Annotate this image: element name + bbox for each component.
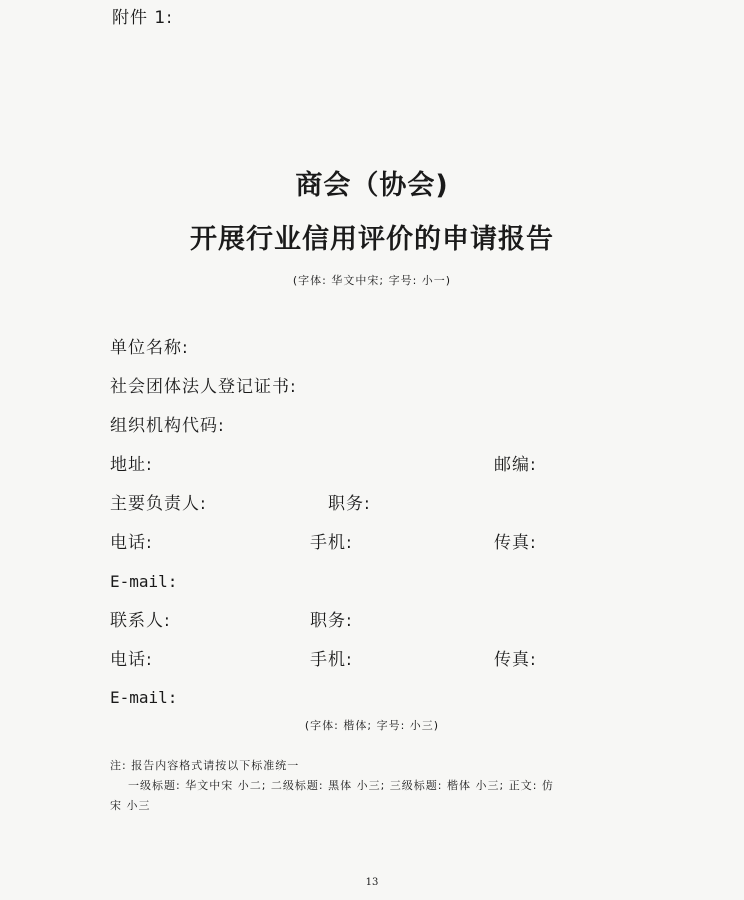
fields-font-note: (字体: 楷体; 字号: 小三) [304, 719, 440, 732]
title-font-note: (字体: 华文中宋; 字号: 小一) [292, 274, 452, 287]
field-contact-phone: 电话: [110, 650, 153, 670]
field-principal: 主要负责人: [110, 494, 207, 514]
field-contact-fax: 传真: [494, 650, 537, 670]
field-registration-certificate: 社会团体法人登记证书: [110, 377, 297, 397]
field-contact: 联系人: [110, 611, 171, 631]
note-line-2: 一级标题: 华文中宋 小二; 二级标题: 黑体 小三; 三级标题: 楷体 小三; 正文: 仿 [128, 779, 554, 792]
attachment-label: 附件 1: [112, 8, 173, 28]
field-principal-mobile: 手机: [310, 533, 353, 553]
note-line-1: 注: 报告内容格式请按以下标准统一 [110, 759, 300, 772]
field-principal-fax: 传真: [494, 533, 537, 553]
field-principal-phone: 电话: [110, 533, 153, 553]
field-principal-position: 职务: [328, 494, 371, 514]
field-contact-position: 职务: [310, 611, 353, 631]
field-contact-mobile: 手机: [310, 650, 353, 670]
page-number: 13 [365, 877, 379, 888]
field-principal-email: E-mail: [110, 572, 178, 591]
title-line-1: 商会（协会) [295, 170, 449, 201]
note-line-3: 宋 小三 [110, 799, 151, 812]
field-contact-email: E-mail: [110, 688, 178, 707]
field-address: 地址: [110, 455, 153, 475]
field-organization-code: 组织机构代码: [110, 416, 225, 436]
title-line-2: 开展行业信用评价的申请报告 [190, 224, 554, 255]
field-postal-code: 邮编: [494, 455, 537, 475]
field-unit-name: 单位名称: [110, 338, 189, 358]
